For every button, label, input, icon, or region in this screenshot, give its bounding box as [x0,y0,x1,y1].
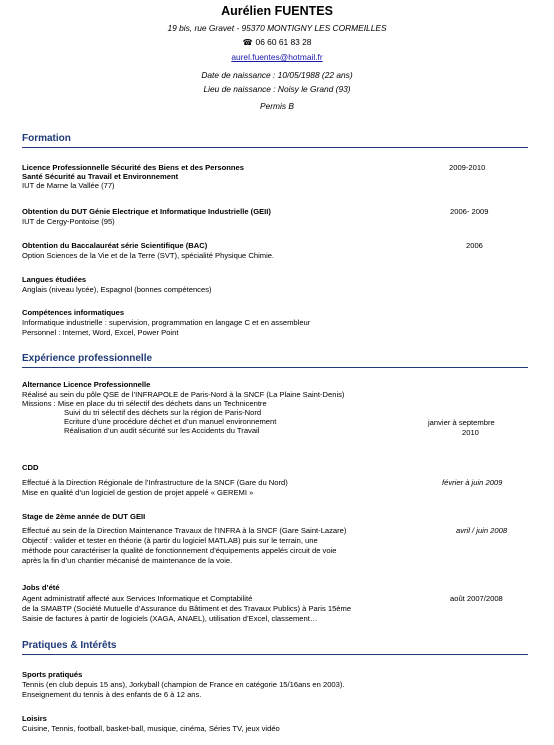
formation-1-title: Licence Professionnelle Sécurité des Biens et des Personnes [22,163,244,172]
alternance-line-5: Réalisation d’un audit sécurité sur les Accidents du Travail [64,426,260,435]
cdd-line-2: Mise en qualité d’un logiciel de gestion de projet appelé « GEREMI » [22,488,254,497]
cdd-title: CDD [22,463,39,472]
summer-jobs-line-1: Agent administratif affecté aux Services Informatique et Comptabilité [22,594,253,603]
stage-line-2: Objectif : valider et tester en théorie (à partir du logiciel MATLAB) puis sur le terrain, une [22,536,318,545]
alternance-date-range: janvier à septembre [428,418,495,427]
languages-title: Langues étudiées [22,275,87,284]
hobbies-text: Cuisine, Tennis, football, basket-ball, musique, cinéma, Séries TV, jeux vidéo [22,724,280,733]
sports-line-1: Tennis (en club depuis 15 ans), Jorkyball (champion de France en catégorie 15/16ans en 2003). [22,680,345,689]
driving-license: Permis B [260,101,294,111]
computer-skills-industrial: Informatique industrielle : supervision, programmation en langage C et en assembleur [22,318,311,327]
formation-1-subtitle: Santé Sécurité au Travail et Environnement [22,172,179,181]
address: 19 bis, rue Gravet - 95370 MONTIGNY LES CORMEILLES [167,23,387,33]
formation-2-date: 2006- 2009 [450,207,489,216]
languages-text: Anglais (niveau lycée), Espagnol (bonnes compétences) [22,285,212,294]
hobbies-title: Loisirs [22,714,47,723]
birth-date: Date de naissance : 10/05/1988 (22 ans) [201,70,353,80]
formation-3-date: 2006 [466,241,483,250]
phone-line [0,37,554,47]
sports-line-2: Enseignement du tennis à des enfants de 6 à 12 ans. [22,690,202,699]
formation-2-title: Obtention du DUT Génie Electrique et Informatique Industrielle (GEII) [22,207,271,216]
summer-jobs-line-2: de la SMABTP (Société Mutuelle d’Assurance du Bâtiment et des Travaux Publics) à Paris 15ème [22,604,352,613]
birth-place: Lieu de naissance : Noisy le Grand (93) [203,84,351,94]
stage-line-1: Effectué au sein de la Direction Maintenance Travaux de l’INFRA à la SNCF (Gare Saint-Lazare) [22,526,347,535]
telephone-icon: ☎ [242,38,253,47]
formation-2-school: IUT de Cergy-Pontoise (95) [22,217,115,226]
email-line [0,52,554,62]
formation-1-date: 2009-2010 [449,163,486,172]
computer-skills-title: Compétences informatiques [22,308,125,317]
section-divider [22,367,528,368]
summer-jobs-line-3: Saisie de factures à partir de logiciels (XAGA, ANAEL), utilisation d’Excel, classement… [22,614,318,623]
sports-title: Sports pratiqués [22,670,83,679]
formation-3-title: Obtention du Baccalauréat série Scientifique (BAC) [22,241,208,250]
stage-line-4: après la fin d’un chantier mécanisé de maintenance de la voie. [22,556,233,565]
summer-jobs-date: août 2007/2008 [450,594,503,603]
stage-title: Stage de 2ème année de DUT GEII [22,512,146,521]
cdd-date: février à juin 2009 [442,478,503,487]
alternance-line-1: Réalisé au sein du pôle QSE de l’INFRAPOLE de Paris-Nord à la SNCF (La Plaine Saint-Denis) [22,390,345,399]
email-link[interactable]: aurel.fuentes@hotmail.fr [231,52,323,62]
section-title-experience: Expérience professionnelle [22,353,153,364]
phone-number: 06 60 61 83 28 [255,37,312,47]
section-divider [22,654,528,655]
cdd-line-1: Effectué à la Direction Régionale de l’Infrastructure de la SNCF (Gare du Nord) [22,478,288,487]
computer-skills-personal: Personnel : Internet, Word, Excel, Power Point [22,328,179,337]
section-title-formation: Formation [22,133,71,144]
candidate-name: Aurélien FUENTES [221,4,333,18]
formation-1-school: IUT de Marne la Vallée (77) [22,181,115,190]
section-title-interests: Pratiques & Intérêts [22,640,117,651]
alternance-line-3: Suivi du tri sélectif des déchets sur la région de Paris-Nord [64,408,262,417]
stage-date: avril / juin 2008 [456,526,508,535]
alternance-title: Alternance Licence Professionnelle [22,380,151,389]
summer-jobs-title: Jobs d’été [22,583,60,592]
alternance-date-year: 2010 [462,428,479,437]
alternance-line-4: Ecriture d’une procédure déchet et d’un manuel environnement [64,417,277,426]
section-divider [22,147,528,148]
stage-line-3: méthode pour caractériser la qualité de fonctionnement d’équipements appelés circuit de voie [22,546,337,555]
alternance-line-2: Missions : Mise en place du tri sélectif des déchets dans un Technicentre [22,399,267,408]
formation-3-option: Option Sciences de la Vie et de la Terre (SVT), spécialité Physique Chimie. [22,251,275,260]
